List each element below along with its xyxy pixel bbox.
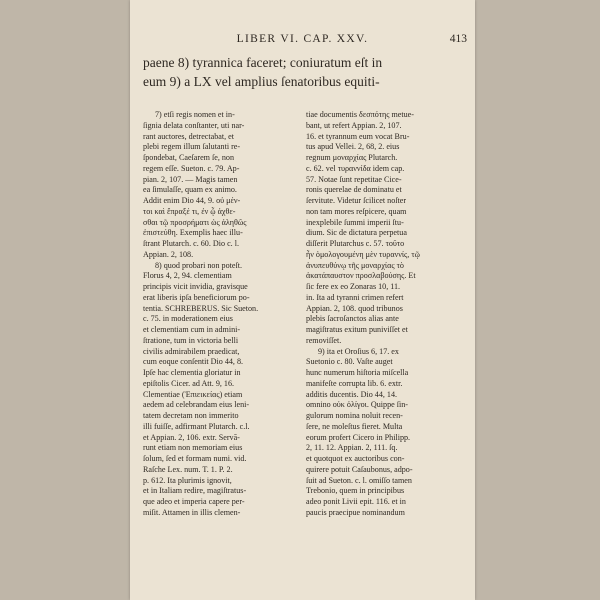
main-text-line: eum 9) a LX vel amplius ſenatoribus equiti- [143,73,380,89]
footnote-line: Florus 4, 2, 94. clementiam [143,271,232,281]
footnote-line: civilis admirabilem praedicat, [143,346,240,356]
footnote-line: diſſerit Plutarchus c. 57. τοῦτο [306,239,405,248]
footnote-line: et Appian. 2, 106. extr. Servā- [143,432,240,442]
footnote-line: Clementiae (Ἐπιεικείας) etiam [143,389,243,399]
footnote-line: inexplebile ſummi imperii ſtu- [306,217,404,227]
footnote-line: ἐπιστεύθη. Exemplis haec illu- [143,228,243,238]
footnote-line: Suetonio c. 80. Vaſte auget [306,357,393,367]
footnote-line: σθαι τῷ προσρήματι ὡς ἀληθῶς [143,217,247,227]
footnote-line: paucis praecipue nominandum [306,507,405,517]
footnote-line: tiae documentis δεσπότης metue- [306,110,414,119]
footnote-line: Addit enim Dio 44, 9. οὐ μέν- [143,196,241,205]
footnote-column-left [143,110,290,519]
footnote-line: non tam mores reſpicere, quam [306,206,407,216]
footnote-line: 57. Notae ſunt repetitae Cice- [306,174,402,184]
main-text [143,54,463,91]
footnote-line: ſignia delata conſtanter, uti nar- [143,120,245,130]
footnote-line: tus apud Vellei. 2, 68, 2. eius [306,142,400,152]
footnote-line: illi fuiſſe, adfirmant Plutarch. c.l. [143,421,250,431]
footnote-line: p. 612. Ita plurimis ignovit, [143,475,232,485]
footnote-line: et clementiam cum in admini- [143,325,241,334]
footnote-line: τοι καὶ ἔπραξέ τι, ἐν ᾧ ἀχθε- [143,206,236,216]
footnote-line: plebis ſacroſanctos alias ante [306,314,399,324]
footnote-line: c. 75. in moderationem eius [143,314,233,324]
footnote-line: gulorum nomina noluit recen- [306,411,403,420]
footnote-line: ſuit ad Sueton. c. l. omiſſo tamen [306,475,412,485]
footnote-line: manifeſte corrupta lib. 6. extr. [306,378,403,388]
footnote-line: ſic fere ex eo Zonaras 10, 11. [306,282,401,291]
book-page [130,0,475,600]
footnote-line: dium. Sic de dictatura perpetua [306,228,407,238]
footnote-line: et quotquot ex auctoribus con- [306,454,405,463]
footnote-line: rant auctores, detrectabat, et [143,131,235,141]
footnote-line: ἀνυπευθύνῳ τῆς μοναρχίας τὸ [306,260,404,270]
footnote-line: regnum μοναρχίας Plutarch. [306,153,398,162]
footnote-line: adeo ponit Livii epit. 116. et in [306,497,406,506]
footnote-line: in. Ita ad tyranni crimen refert [306,292,404,302]
footnote-line: ronis querelae de dominatu et [306,185,402,195]
footnote-line: que adeo et imperia capere per- [143,497,245,506]
footnote-line: ſtrant Plutarch. c. 60. Dio c. l. [143,239,239,248]
footnote-line: cum eoque conſentit Dio 44, 8. [143,357,244,367]
footnote-line: bant, ut refert Appian. 2, 107. [306,120,402,130]
footnote-line: Ipſe hac clementia gloriatur in [143,368,241,377]
footnote-line: hunc numerum hiſtoria miſcella [306,368,409,377]
footnote-line: omnino οὐκ ὀλίγοι. Quippe ſin- [306,400,408,410]
footnote-line: et in Italiam redire, magiſtratus- [143,486,247,496]
footnote-line: tentia. SCHREBERUS. Sic Sueton. [143,303,259,313]
footnote-line: ea ſimulaſſe, quam ex animo. [143,185,237,195]
footnote-line: Appian. 2, 108. [143,249,194,259]
footnote-line: Raſche Lex. num. T. 1. P. 2. [143,464,233,474]
footnote-line: epiſtolis Cicer. ad Att. 9, 16. [143,378,235,388]
footnotes [143,110,463,560]
footnote-line: magiſtratus exitum puniviſſet et [306,325,408,334]
footnote-line: tatem decretam non immerito [143,411,239,420]
footnote-line: Trebonio, quem in principibus [306,486,405,496]
footnote-column-right [306,110,453,519]
footnote-line: regem eſſe. Sueton. c. 79. Ap- [143,163,240,173]
page-number: 413 [449,33,467,45]
footnote-line: 16. et tyrannum eum vocat Bru- [306,131,410,141]
footnote-line: ſtratione, tum in victoria belli [143,335,239,345]
footnote-line: 7) etſi regis nomen et in- [155,110,235,119]
footnote-line: ſolum, ſed et formam numi. vid. [143,454,247,463]
footnote-line: 9) ita et Oroſius 6, 17. ex [318,346,399,356]
footnote-line: ἦν ὁμολογουμένη μὲν τυραννίς, τῷ [306,249,420,259]
footnote-line: ſpondebat, Caeſarem ſe, non [143,153,235,162]
footnote-line: principis vicit invidia, gravisque [143,282,248,291]
footnote-line: plebi regem illum ſalutanti re- [143,142,241,152]
footnote-line: additis ducentis. Dio 44, 14. [306,389,398,399]
footnote-line: removiſſet. [306,335,342,345]
footnote-line: ἀκατάπαυστον προσλαβούσης. Et [306,271,416,281]
footnote-line: aedem ad celebrandam eius leni- [143,400,250,410]
footnote-line: eorum profert Cicero in Philipp. [306,432,411,442]
footnote-line: pian. 2, 107. — Magis tamen [143,174,238,184]
footnote-line: erat liberis ipſa beneficiorum po- [143,292,250,302]
footnote-line: ſere, ne moleſtus fieret. Multa [306,421,403,431]
footnote-line: quirere potuit Caſaubonus, adpo- [306,464,413,474]
running-title: LIBER VI. CAP. XXV. [236,33,369,45]
footnote-line: Appian. 2, 108. quod tribunos [306,303,403,313]
main-text-line: paene 8) tyrannica faceret; coniuratum eſt in [143,55,383,70]
footnote-line: ſervitute. Videtur ſcilicet noſter [306,196,407,205]
footnote-line: runt etiam non memoriam eius [143,443,243,453]
footnote-line: c. 62. vel τυραννίδα idem cap. [306,163,405,173]
footnote-line: miſit. Attamen in illis clemen- [143,507,241,517]
footnote-line: 8) quod probari non poteſt. [155,260,242,270]
footnote-line: 2, 11. 12. Appian. 2, 111. ſq. [306,443,398,453]
running-head [130,33,475,49]
